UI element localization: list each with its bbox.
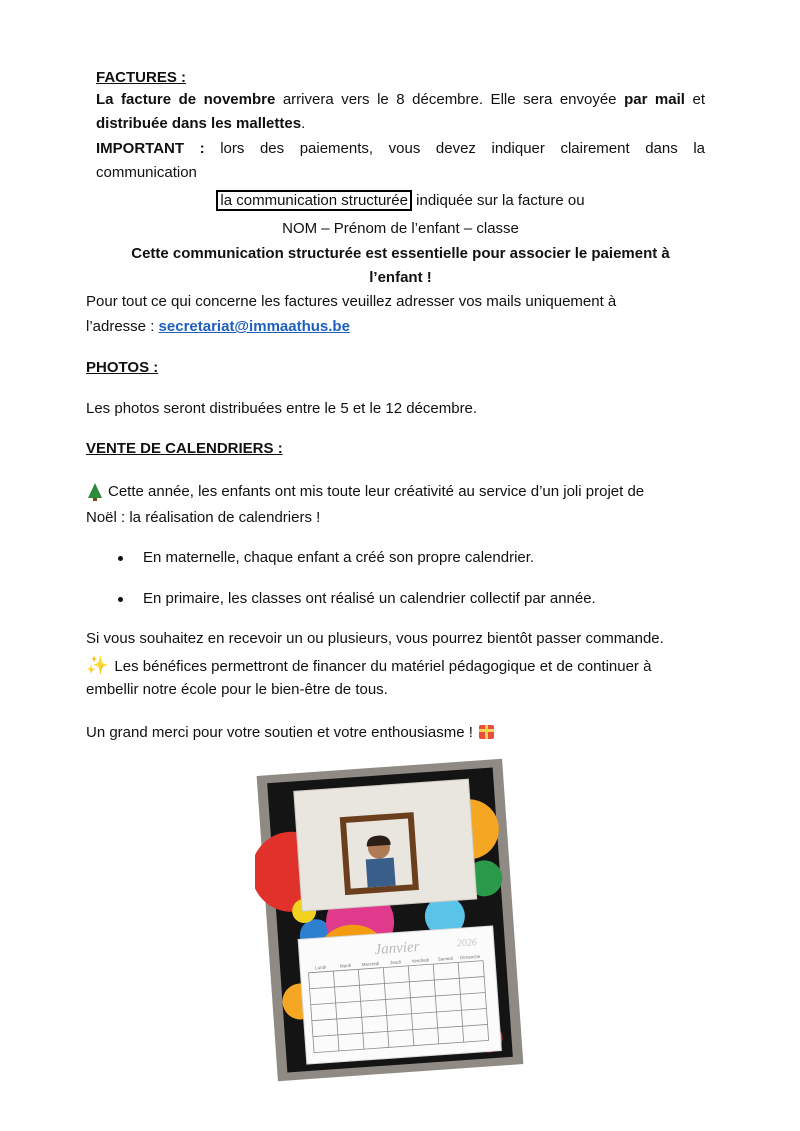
important-text: lors des paiements, vous devez indiquer clairement dans la — [204, 140, 705, 157]
structured-rest: indiquée sur la facture ou — [411, 192, 585, 209]
factures-bold-3: distribuée dans les mallettes — [96, 115, 302, 132]
factures-line-1 — [96, 88, 705, 112]
contact-line-2 — [86, 315, 350, 339]
calendar-weekday-label: Vendredi — [411, 957, 430, 964]
calendriers-intro-line-1 — [88, 480, 644, 504]
essential-line-2: l’enfant ! — [369, 269, 432, 286]
order-line: Si vous souhaitez en recevoir un ou plusieurs, vous pourrez bientôt passer commande. — [86, 630, 664, 647]
thanks-text: Un grand merci pour votre soutien et votre enthousiasme ! — [86, 724, 473, 741]
calendar-weekday-label: Mercredi — [361, 960, 380, 968]
calendar-weekday-label: Samedi — [437, 955, 454, 962]
benefit-line-1 — [86, 653, 651, 679]
calendriers-intro-line-2: Noël : la réalisation de calendriers ! — [86, 509, 321, 526]
thanks-line — [86, 721, 494, 745]
calendar-year-label: 2026 — [456, 937, 478, 950]
photos-heading: PHOTOS : — [86, 359, 159, 376]
list-item: En primaire, les classes ont réalisé un calendrier collectif par année. — [143, 590, 596, 607]
factures-line-2 — [96, 112, 305, 136]
christmas-tree-icon — [88, 483, 102, 498]
contact-prefix: l’adresse : — [86, 318, 159, 335]
bullet-dot — [118, 556, 123, 561]
email-link[interactable]: secretariat@immaathus.be — [158, 318, 350, 335]
photos-text: Les photos seront distribuées entre le 5 et le 12 décembre. — [86, 400, 478, 417]
name-line: NOM – Prénom de l’enfant – classe — [282, 220, 519, 237]
essential-line-1: Cette communication structurée est essentielle pour associer le paiement à — [131, 245, 670, 262]
communication-word: communication — [96, 164, 197, 181]
calendar-weekday-label: Dimanche — [459, 953, 481, 961]
benefit-line-2: embellir notre école pour le bien-être de tous. — [86, 681, 388, 698]
factures-text-1: arrivera vers le 8 décembre. Elle sera envoyée — [275, 91, 625, 108]
calendar-month-label: Janvier — [374, 939, 421, 959]
factures-text-2: et — [684, 91, 705, 108]
calendar-photo — [255, 755, 525, 1085]
benefit-text-1: Les bénéfices permettront de financer du matériel pédagogique et de continuer à — [114, 658, 652, 675]
factures-bold-2: par mail — [624, 91, 685, 108]
important-line — [96, 137, 705, 161]
structured-boxed: la communication structurée — [216, 190, 412, 211]
sparkles-icon: ✨ — [86, 655, 109, 675]
important-label: IMPORTANT : — [96, 140, 205, 157]
intro-text-1: Cette année, les enfants ont mis toute leur créativité au service d’un joli projet de — [108, 483, 645, 500]
list-item: En maternelle, chaque enfant a créé son propre calendrier. — [143, 549, 535, 566]
gift-icon — [479, 725, 494, 739]
contact-line-1: Pour tout ce qui concerne les factures veuillez adresser vos mails uniquement à — [86, 293, 617, 310]
factures-heading: FACTURES : — [96, 69, 186, 86]
calendar-weekday-label: Lundi — [314, 964, 327, 971]
calendar-weekday-label: Jeudi — [389, 959, 402, 966]
factures-bold-1: La facture de novembre — [96, 91, 276, 108]
bullet-dot — [118, 597, 123, 602]
calendar-weekday-label: Mardi — [339, 962, 352, 969]
structured-line — [96, 189, 705, 213]
calendriers-heading: VENTE DE CALENDRIERS : — [86, 440, 283, 457]
factures-text-3: . — [301, 115, 306, 132]
